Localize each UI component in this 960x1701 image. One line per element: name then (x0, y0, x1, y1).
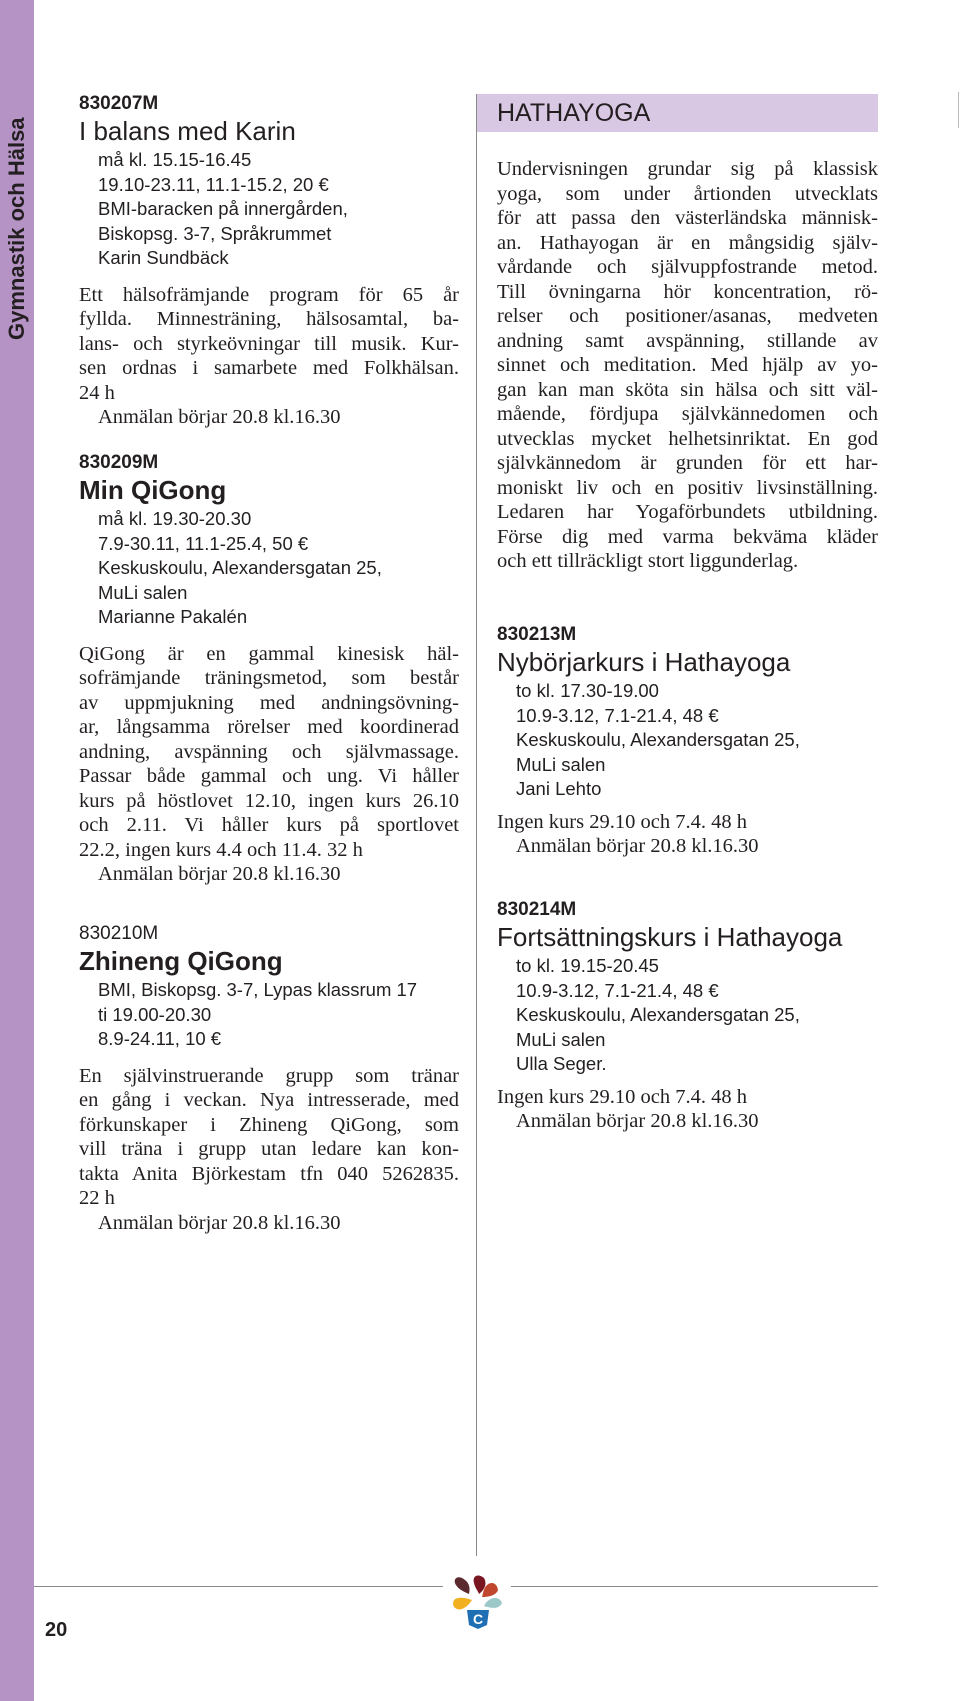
institute-logo-icon (448, 1570, 508, 1630)
sidebar-band (0, 0, 34, 1701)
desc-line: takta Anita Björkestam tfn 040 5262835. (79, 1162, 459, 1185)
desc-line: Ett hälsofrämjande program för 65 år (79, 283, 459, 306)
course-830210M (79, 922, 459, 1235)
registration-info: Anmälan börjar 20.8 kl.16.30 (516, 1110, 759, 1132)
dates-price: 7.9-30.11, 11.1-25.4, 50 € (98, 532, 309, 554)
location: Keskuskoulu, Alexandersgatan 25, (516, 729, 800, 750)
dates-price: 8.9-24.11, 10 € (98, 1028, 222, 1049)
registration-info: Anmälan börjar 20.8 kl.16.30 (98, 863, 341, 885)
desc-line: En självinstruerande grupp som tränar (79, 1064, 459, 1087)
desc-line: vill träna i grupp utan ledare kan kon- (79, 1138, 459, 1160)
location: BMI, Biskopsg. 3-7, Lypas klassrum 17 (98, 979, 418, 1000)
dates-price: 10.9-3.12, 7.1-21.4, 48 € (516, 704, 719, 726)
teacher: Karin Sundbäck (98, 247, 229, 268)
desc-line: kurs på höstlovet 12.10, ingen kurs 26.10 (79, 789, 459, 812)
desc-line: förkunskaper i Zhineng QiGong, som (79, 1113, 459, 1136)
location: BMI-baracken på innergården, (98, 198, 348, 219)
desc-line: sofrämjande träningsmetod, som består (79, 667, 459, 689)
desc-line: en gång i veckan. Nya intresserade, med (79, 1089, 459, 1111)
course-title: Min QiGong (79, 475, 227, 505)
intro-line: an. Hathayogan är en mångsidig själv- (497, 231, 878, 254)
desc-line: andning, avspänning och självmassage. (79, 740, 459, 763)
intro-line: Ledaren har Yogaförbundets utbildning. (497, 501, 878, 523)
course-info (497, 679, 878, 802)
location-room: Biskopsg. 3-7, Språkrummet (98, 222, 332, 244)
course-info (79, 978, 459, 1052)
desc-line: Ingen kurs 29.10 och 7.4. 48 h (497, 810, 747, 833)
location-room: MuLi salen (516, 1028, 606, 1050)
dates-price: 19.10-23.11, 11.1-15.2, 20 € (98, 173, 329, 195)
section-intro (497, 157, 878, 574)
intro-line: utvecklas mycket helhetsinriktat. En god (497, 427, 878, 450)
course-code: 830213M (497, 624, 577, 645)
course-title: Nybörjarkurs i Hathayoga (497, 647, 791, 677)
course-description (79, 1064, 459, 1211)
footer-rule-right (511, 1586, 878, 1587)
footer-rule-left (34, 1586, 443, 1587)
desc-line: 22 h (79, 1187, 115, 1209)
course-description (497, 810, 878, 835)
desc-line: Ingen kurs 29.10 och 7.4. 48 h (497, 1085, 747, 1108)
desc-line: Passar både gammal och ung. Vi håller (79, 765, 459, 787)
course-code: 830209M (79, 452, 159, 473)
registration-info: Anmälan börjar 20.8 kl.16.30 (516, 835, 759, 857)
desc-line: sen ordnas i samarbete med Folkhälsan. (79, 357, 459, 379)
section-heading: HATHAYOGA (497, 99, 651, 127)
intro-line: vårdande och självuppfostrande metod. (497, 256, 878, 278)
location-room: MuLi salen (516, 753, 606, 775)
course-830207M (79, 92, 459, 430)
intro-line: och ett tillräckligt stort liggunderlag. (497, 550, 799, 572)
course-code: 830210M (79, 923, 159, 944)
course-description (497, 1085, 878, 1110)
registration-info: Anmälan börjar 20.8 kl.16.30 (98, 1211, 341, 1234)
section-tab-label: Gymnastik och Hälsa (4, 117, 29, 340)
desc-line: fyllda. Minnesträning, hälsosamtal, ba- (79, 308, 459, 330)
intro-line: för att passa den västerländska människ- (497, 207, 878, 229)
intro-line: yoga, som under årtionden utvecklats (497, 182, 878, 205)
svg-text:C: C (472, 1611, 484, 1627)
registration-info: Anmälan börjar 20.8 kl.16.30 (98, 406, 341, 428)
course-description (79, 283, 459, 406)
course-info (497, 954, 878, 1077)
intro-line: Förse dig med varma bekväma kläder (497, 525, 878, 548)
location-room: MuLi salen (98, 581, 188, 603)
desc-line: lans- och styrkeövningar till musik. Kur- (79, 332, 459, 355)
desc-line: och 2.11. Vi håller kurs på sportlovet (79, 814, 459, 836)
schedule: ti 19.00-20.30 (98, 1003, 212, 1025)
intro-line: Undervisningen grundar sig på klassisk (497, 158, 878, 180)
course-info (79, 148, 459, 271)
page-edge-mark (958, 92, 959, 128)
desc-line: QiGong är en gammal kinesisk häl- (79, 642, 459, 665)
intro-line: gan kan man sköta sin hälsa och sitt väl- (497, 378, 878, 401)
schedule: må kl. 19.30-20.30 (98, 508, 252, 529)
desc-line: av uppmjukning med andningsövning- (79, 691, 459, 714)
column-divider (476, 94, 477, 1556)
course-description (79, 642, 459, 863)
desc-line: 24 h (79, 381, 115, 404)
dates-price: 10.9-3.12, 7.1-21.4, 48 € (516, 979, 719, 1001)
schedule: to kl. 17.30-19.00 (516, 680, 659, 701)
intro-line: Till övningarna hör koncentration, rö- (497, 280, 878, 303)
course-title: I balans med Karin (79, 116, 296, 146)
location: Keskuskoulu, Alexandersgatan 25, (516, 1004, 800, 1025)
intro-line: relser och positioner/asanas, medveten (497, 305, 878, 327)
course-code: 830207M (79, 93, 159, 114)
intro-line: självkännedom är grunden för ett har- (497, 452, 878, 474)
desc-line: 22.2, ingen kurs 4.4 och 11.4. 32 h (79, 838, 363, 861)
course-830213M (497, 623, 878, 859)
course-info (79, 507, 459, 630)
intro-line: mående, fördjupa självkännedomen och (497, 403, 878, 425)
page-number: 20 (45, 1619, 68, 1641)
location: Keskuskoulu, Alexandersgatan 25, (98, 557, 382, 578)
teacher: Marianne Pakalén (98, 606, 248, 627)
intro-line: moniskt liv och en positiv livsinställning. (497, 476, 878, 499)
course-code: 830214M (497, 899, 577, 920)
section-heading-band (477, 94, 878, 132)
intro-line: andning samt avspänning, stillande av (497, 329, 878, 352)
teacher: Jani Lehto (516, 778, 602, 799)
course-830214M (497, 898, 878, 1134)
course-830209M (79, 451, 459, 887)
course-title: Zhineng QiGong (79, 946, 283, 976)
course-title: Fortsättningskurs i Hathayoga (497, 922, 843, 952)
intro-line: sinnet och meditation. Med hjälp av yo- (497, 354, 878, 376)
teacher: Ulla Seger. (516, 1053, 607, 1074)
desc-line: ar, långsamma rörelser med koordinerad (79, 716, 459, 738)
schedule: må kl. 15.15-16.45 (98, 149, 252, 170)
schedule: to kl. 19.15-20.45 (516, 955, 659, 976)
